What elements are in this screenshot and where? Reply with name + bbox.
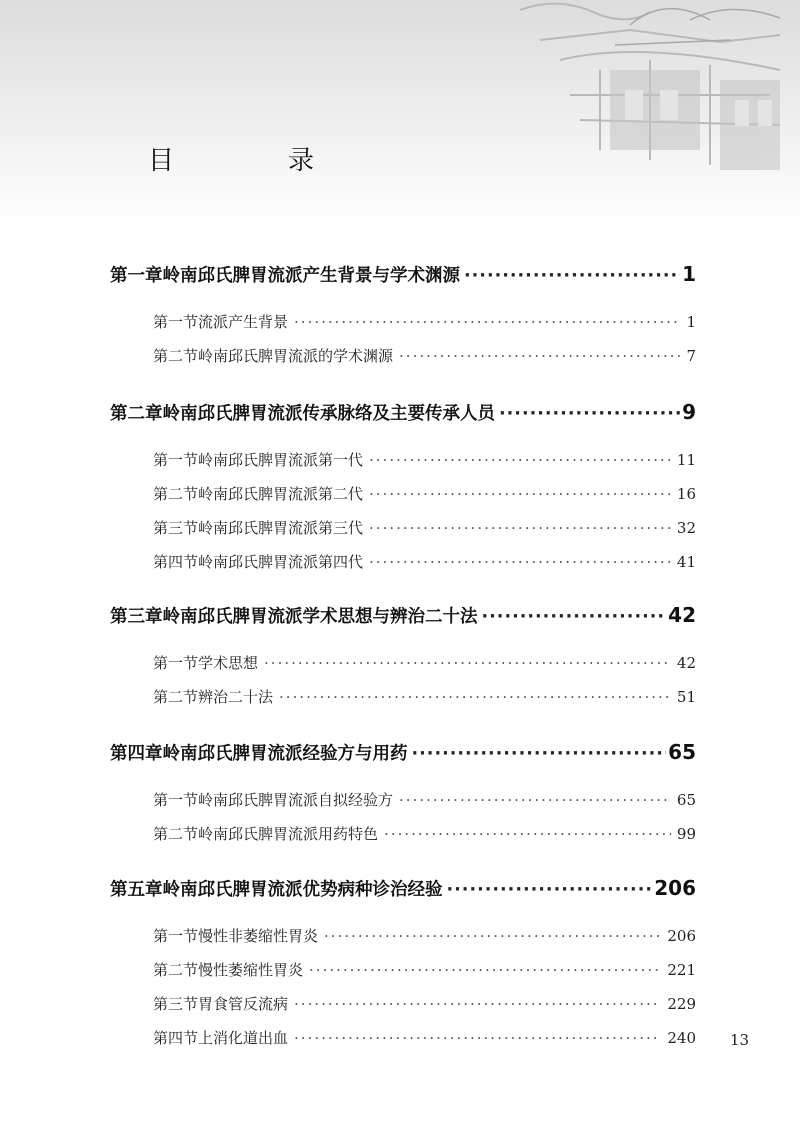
section-title: 岭南邱氏脾胃流派用药特色 <box>198 825 379 843</box>
section-page-number: 51 <box>676 688 696 706</box>
chapter-page-number: 42 <box>668 603 696 627</box>
section-title: 慢性萎缩性胃炎 <box>198 961 304 979</box>
toc-section-row[interactable] <box>153 483 696 504</box>
section-number: 第二节 <box>153 485 199 503</box>
section-number: 第一节 <box>153 791 199 809</box>
dot-leader <box>294 1029 661 1047</box>
dot-leader <box>369 451 671 469</box>
chapter-number: 第五章 <box>110 880 163 900</box>
section-number: 第二节 <box>153 347 199 365</box>
section-title: 胃食管反流病 <box>198 995 289 1013</box>
section-page-number: 99 <box>676 825 696 843</box>
toc-chapter-row[interactable] <box>110 262 696 287</box>
section-page-number: 206 <box>667 927 696 945</box>
section-page-number: 65 <box>676 791 696 809</box>
toc-section-row[interactable] <box>153 449 696 470</box>
chapter-title: 岭南邱氏脾胃流派传承脉络及主要传承人员 <box>162 404 495 424</box>
toc-chapter-row[interactable] <box>110 876 696 901</box>
toc-section-row[interactable] <box>153 993 696 1014</box>
section-page-number: 11 <box>676 451 696 469</box>
toc-section-row[interactable] <box>153 345 696 366</box>
toc-section-row[interactable] <box>153 686 696 707</box>
dot-leader <box>482 607 667 627</box>
chapter-page-number: 9 <box>682 400 696 424</box>
section-page-number: 7 <box>686 347 696 365</box>
section-page-number: 1 <box>686 313 696 331</box>
chapter-title: 岭南邱氏脾胃流派学术思想与辨治二十法 <box>162 607 478 627</box>
section-number: 第二节 <box>153 688 199 706</box>
toc-section-row[interactable] <box>153 925 696 946</box>
section-number: 第二节 <box>153 825 199 843</box>
dot-leader <box>324 927 661 945</box>
section-title: 岭南邱氏脾胃流派第四代 <box>198 553 364 571</box>
section-number: 第四节 <box>153 553 199 571</box>
chapter-number: 第四章 <box>110 744 163 764</box>
toc-section-row[interactable] <box>153 959 696 980</box>
section-number: 第一节 <box>153 313 199 331</box>
section-title: 岭南邱氏脾胃流派第一代 <box>198 451 364 469</box>
section-title: 岭南邱氏脾胃流派第二代 <box>198 485 364 503</box>
chapter-page-number: 1 <box>682 262 696 286</box>
toc-section-row[interactable] <box>153 652 696 673</box>
section-number: 第三节 <box>153 995 199 1013</box>
toc-section-row[interactable] <box>153 517 696 538</box>
dot-leader <box>369 519 671 537</box>
chapter-page-number: 206 <box>654 876 696 900</box>
section-title: 慢性非萎缩性胃炎 <box>198 927 319 945</box>
dot-leader <box>399 791 671 809</box>
toc-section-row[interactable] <box>153 823 696 844</box>
chapter-number: 第三章 <box>110 607 163 627</box>
toc-section-row[interactable] <box>153 789 696 810</box>
section-number: 第三节 <box>153 519 199 537</box>
section-page-number: 16 <box>676 485 696 503</box>
dot-leader <box>264 654 671 672</box>
toc-chapter-row[interactable] <box>110 603 696 628</box>
section-title: 岭南邱氏脾胃流派的学术渊源 <box>198 347 394 365</box>
dot-leader <box>447 880 653 900</box>
section-title: 上消化道出血 <box>198 1029 289 1047</box>
dot-leader <box>369 485 671 503</box>
section-number: 第一节 <box>153 451 199 469</box>
dot-leader <box>279 688 671 706</box>
chapter-number: 第一章 <box>110 266 163 286</box>
dot-leader <box>294 995 661 1013</box>
section-number: 第四节 <box>153 1029 199 1047</box>
section-page-number: 41 <box>676 553 696 571</box>
dot-leader <box>399 347 680 365</box>
toc-chapter-row[interactable] <box>110 740 696 765</box>
chapter-page-number: 65 <box>668 740 696 764</box>
dot-leader <box>294 313 680 331</box>
toc-heading: 目 录 <box>148 146 359 176</box>
section-number: 第一节 <box>153 654 199 672</box>
section-title: 学术思想 <box>198 654 259 672</box>
section-page-number: 42 <box>676 654 696 672</box>
section-page-number: 32 <box>676 519 696 537</box>
section-page-number: 240 <box>667 1029 696 1047</box>
dot-leader <box>369 553 671 571</box>
section-title: 流派产生背景 <box>198 313 289 331</box>
section-title: 岭南邱氏脾胃流派自拟经验方 <box>198 791 394 809</box>
chapter-number: 第二章 <box>110 404 163 424</box>
toc-chapter-row[interactable] <box>110 400 696 425</box>
chapter-title: 岭南邱氏脾胃流派优势病种诊治经验 <box>162 880 443 900</box>
chapter-title: 岭南邱氏脾胃流派经验方与用药 <box>162 744 408 764</box>
section-title: 岭南邱氏脾胃流派第三代 <box>198 519 364 537</box>
dot-leader <box>412 744 667 764</box>
section-page-number: 229 <box>667 995 696 1013</box>
section-number: 第一节 <box>153 927 199 945</box>
dot-leader <box>499 404 680 424</box>
dot-leader <box>309 961 661 979</box>
dot-leader <box>384 825 671 843</box>
section-title: 辨治二十法 <box>198 688 274 706</box>
toc-section-row[interactable] <box>153 551 696 572</box>
chapter-title: 岭南邱氏脾胃流派产生背景与学术渊源 <box>162 266 460 286</box>
page-number: 13 <box>730 1031 750 1049</box>
dot-leader <box>464 266 680 286</box>
section-page-number: 221 <box>667 961 696 979</box>
section-number: 第二节 <box>153 961 199 979</box>
toc-section-row[interactable] <box>153 311 696 332</box>
toc-section-row[interactable] <box>153 1027 696 1048</box>
